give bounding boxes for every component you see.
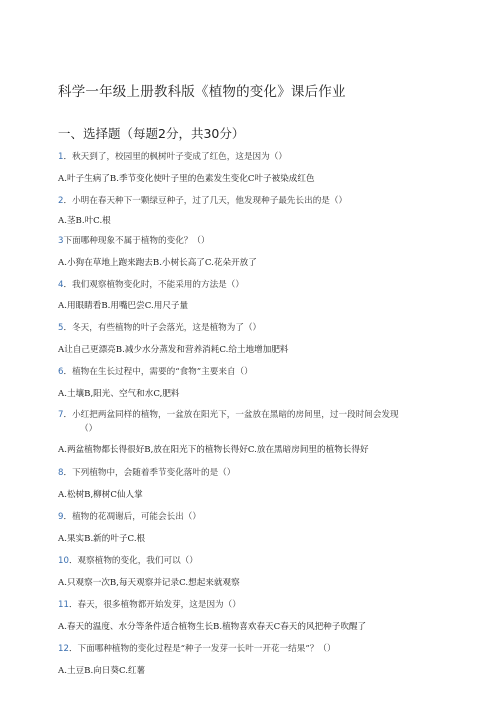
question-12 — [58, 644, 336, 655]
question-number: 4 — [58, 280, 64, 290]
question-text: ．小明在春天种下一颗绿豆种子，过了几天，他发现种子最先长出的是（） — [63, 196, 348, 206]
question-number: 6 — [58, 367, 64, 377]
question-text: ．我们观察植物变化时，不能采用的方法是（） — [63, 280, 244, 290]
question-10 — [58, 556, 198, 567]
question-5 — [58, 323, 261, 334]
question-3 — [58, 236, 210, 247]
question-12-options: A.土豆B.向日葵C.红薯 — [58, 666, 146, 676]
question-number: 9 — [58, 512, 64, 522]
question-7-options: A.两盆植物都长得很好B,放在阳光下的植物长得好C.放在黑暗房间里的植物长得好 — [58, 445, 369, 455]
question-text: ．下列植物中，会随着季节变化落叶的是（） — [63, 468, 236, 478]
question-4 — [58, 280, 244, 291]
question-text: ．植物的花凋谢后，可能会长出（） — [63, 512, 201, 522]
question-2-options: A.茎B.叶C.根 — [58, 216, 111, 226]
question-9-options: A.果实B.新的叶子C.根 — [58, 534, 146, 544]
question-number: 7 — [58, 410, 64, 420]
question-1-options: A.叶子生病了B.季节变化使叶子里的色素发生变化C叶子被染成红色 — [58, 174, 315, 184]
question-text: 下面哪种现象不属于植物的变化？（） — [63, 236, 210, 246]
question-6-options: A.土壤B,阳光、空气和水C,肥料 — [58, 389, 180, 399]
question-9 — [58, 512, 201, 523]
question-2 — [58, 196, 347, 207]
question-number: 10 — [58, 556, 69, 566]
question-11-options: A.春天的温度、水分等条件适合植物生长B.植物喜欢春天C春天的风把种子吹醒了 — [58, 622, 367, 632]
question-7 — [58, 410, 399, 421]
question-text: ．植物在生长过程中，需要的“食物”主要来自（） — [63, 367, 253, 377]
question-number: 11 — [58, 600, 69, 610]
question-text: ．春天，很多植物都开始发芽，这是因为（） — [68, 600, 241, 610]
question-5-options: A让自己更漂亮B.减少水分蒸发和营养消耗C.给土地增加肥料 — [58, 345, 289, 355]
question-text: ．观察植物的变化，我们可以（） — [68, 556, 198, 566]
page-title: 科学一年级上册教科版《植物的变化》课后作业 — [58, 84, 346, 100]
question-text: ．下面哪种植物的变化过程是“种子一发芽一长叶一开花一结果”？（） — [68, 644, 336, 654]
question-8-options: A.松树B,柳树C仙人掌 — [58, 490, 143, 500]
section-heading: 一、选择题（每题2分，共30分） — [58, 126, 245, 141]
question-1 — [58, 152, 287, 163]
question-number: 1 — [58, 152, 64, 162]
question-10-options: A.只观察一次B,每天观察并记录C.想起来就观察 — [58, 578, 240, 588]
question-text: ．小红把两盆同样的植物，一盆放在阳光下，一盆放在黑暗的房间里，过一段时间会发现 — [63, 410, 399, 420]
question-number: 8 — [58, 468, 64, 478]
question-text: ．秋天到了，校园里的枫树叶子变成了红色，这是因为（） — [63, 152, 287, 162]
question-4-options: A.用眼睛看B.用嘴巴尝C.用尺子量 — [58, 301, 189, 311]
question-7-answer-blank: （） — [80, 424, 98, 434]
question-number: 2 — [58, 196, 64, 206]
question-6 — [58, 367, 253, 378]
question-8 — [58, 468, 235, 479]
question-11 — [58, 600, 241, 611]
question-text: ．冬天，有些植物的叶子会落光，这是植物为了（） — [63, 323, 262, 333]
question-number: 3 — [58, 236, 64, 246]
question-3-options: A.小狗在草地上跑来跑去B.小树长高了C.花朵开放了 — [58, 258, 257, 268]
question-number: 12 — [58, 644, 69, 654]
question-number: 5 — [58, 323, 64, 333]
